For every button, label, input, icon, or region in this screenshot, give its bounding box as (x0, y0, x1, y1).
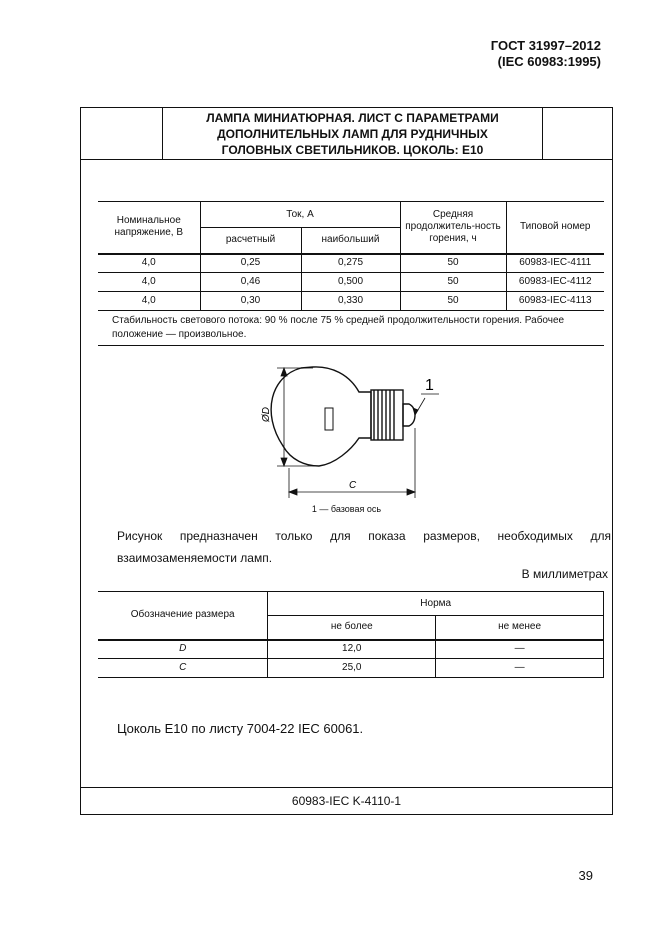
sheet-title-line-2: ДОПОЛНИТЕЛЬНЫХ ЛАМП ДЛЯ РУДНИЧНЫХ (217, 127, 488, 141)
table-row (98, 659, 604, 678)
col-type-header: Типовой номер (506, 202, 604, 254)
cell-max: 0,275 (301, 254, 400, 273)
table-row (98, 254, 604, 273)
cell-rated: 0,30 (200, 292, 301, 311)
cell-type: 60983-IEC-4112 (506, 273, 604, 292)
col-voltage-header: Номинальное напряжение, В (98, 202, 200, 254)
table-row (98, 292, 604, 311)
col-current-max-header: наибольший (301, 228, 400, 254)
figure-paragraph: Рисунок предназначен только для показа размеров, необходимых для взаимозаменяемости ламп. (117, 529, 611, 565)
sheet-title-line-1: ЛАМПА МИНИАТЮРНАЯ. ЛИСТ С ПАРАМЕТРАМИ (206, 111, 499, 125)
lamp-drawing (261, 358, 451, 508)
page-header (491, 38, 601, 70)
col-norm-header: Норма (268, 592, 604, 616)
col-max-header: не более (268, 616, 436, 640)
sheet-title-bar (81, 108, 612, 160)
data-sheet (80, 107, 613, 815)
dim-d-arrow-top (281, 368, 287, 376)
label-d: ØD (261, 407, 272, 422)
cell-min: — (436, 659, 604, 678)
cell-dimension: C (98, 659, 268, 678)
figure-caption: 1 — базовая ось (311, 504, 382, 514)
contact-outline (403, 404, 415, 426)
sheet-title-line-3: ГОЛОВНЫХ СВЕТИЛЬНИКОВ. ЦОКОЛЬ: Е10 (221, 143, 484, 157)
base-outline (371, 390, 403, 440)
table-note: Стабильность светового потока: 90 % после 75 % средней продолжительности горения. Рабочее положение — произвольное. (98, 311, 604, 346)
bulb-outline (271, 367, 371, 466)
sheet-footer-code: 60983-IEC K-4110-1 (81, 787, 612, 814)
cell-max: 25,0 (268, 659, 436, 678)
parameters-table (98, 201, 604, 346)
label-c: C (349, 480, 357, 491)
cell-type: 60983-IEC-4111 (506, 254, 604, 273)
table-row (98, 273, 604, 292)
cell-max: 0,500 (301, 273, 400, 292)
cell-dimension: D (98, 640, 268, 659)
dimensions-table (98, 591, 604, 678)
cell-type: 60983-IEC-4113 (506, 292, 604, 311)
table-row (98, 640, 604, 659)
cell-voltage: 4,0 (98, 254, 200, 273)
dim-d-arrow-bottom (281, 458, 287, 466)
col-designation-header: Обозначение размера (98, 592, 268, 640)
iec-number: (IEC 60983:1995) (497, 54, 601, 69)
page-number: 39 (578, 868, 593, 883)
cell-life: 50 (400, 273, 506, 292)
dim-c-arrow-left (289, 489, 297, 495)
filament (325, 408, 333, 430)
cell-max: 12,0 (268, 640, 436, 659)
cell-life: 50 (400, 254, 506, 273)
col-current-rated-header: расчетный (200, 228, 301, 254)
sheet-title (162, 108, 543, 159)
cell-rated: 0,46 (200, 273, 301, 292)
col-life-header: Средняя продолжитель-ность горения, ч (400, 202, 506, 254)
cell-rated: 0,25 (200, 254, 301, 273)
cell-voltage: 4,0 (98, 292, 200, 311)
units-label: В миллиметрах (521, 567, 608, 581)
col-current-header: Ток, А (200, 202, 400, 228)
standard-number: ГОСТ 31997–2012 (490, 38, 601, 53)
cell-life: 50 (400, 292, 506, 311)
cell-min: — (436, 640, 604, 659)
label-1: 1 (425, 377, 434, 394)
cell-voltage: 4,0 (98, 273, 200, 292)
dim-c-arrow-right (407, 489, 415, 495)
base-reference: Цоколь Е10 по листу 7004-22 IEC 60061. (117, 721, 364, 736)
col-min-header: не менее (436, 616, 604, 640)
cell-max: 0,330 (301, 292, 400, 311)
